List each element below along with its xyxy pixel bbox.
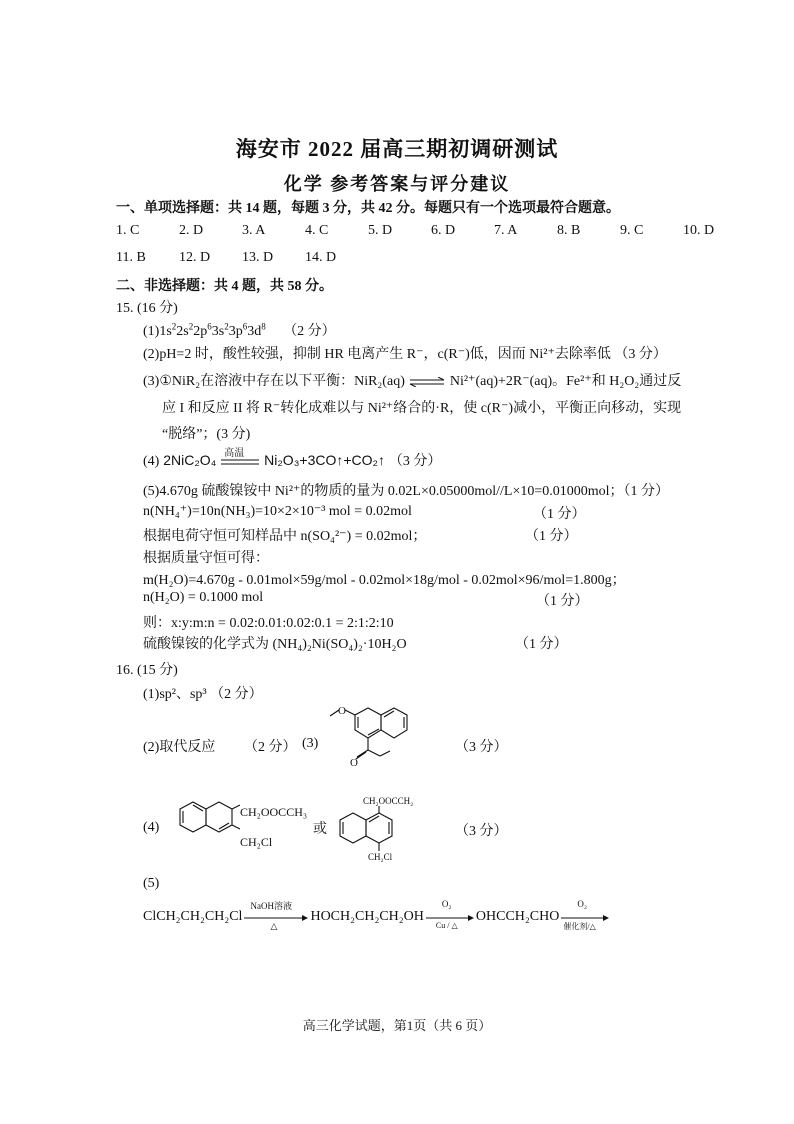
structure-q16-4a: [160, 795, 240, 855]
q16-part2: (2)取代反应: [143, 740, 216, 755]
route-step-1: [244, 901, 308, 931]
answer-item: 10. D: [683, 223, 715, 238]
q15-part3-line2: 应 I 和反应 II 将 R⁻转化成难以与 Ni²⁺络合的·R，使 c(R⁻)减小，平衡正向移动，实现: [162, 401, 682, 416]
answer-item: 11. B: [116, 250, 146, 265]
q16-part3-label: (3): [302, 736, 319, 751]
answer-item: 7. A: [494, 223, 518, 238]
q16-part1: (1)sp²、sp³ （2 分）: [143, 687, 263, 702]
q15-label: 15. (16 分): [116, 301, 178, 316]
answer-item: 1. C: [116, 223, 140, 238]
q15-part1-prefix: (1)1s: [143, 324, 172, 339]
q16-part2-score: （2 分）: [244, 740, 297, 755]
route-step-1-top: NaOH溶液: [250, 901, 292, 911]
q16-part4-label: (4): [143, 820, 160, 835]
answer-item: 13. D: [242, 250, 274, 265]
q16-label: 16. (15 分): [116, 663, 178, 678]
answer-item: 4. C: [305, 223, 329, 238]
q15-part4-prefix: (4): [143, 454, 160, 469]
q15-part3-line3: “脱络”；(3 分): [162, 427, 251, 442]
q15-part5-line6-score: （1 分）: [536, 594, 589, 609]
route-step-3: [561, 899, 609, 931]
reaction-condition: [220, 448, 260, 469]
q15-part4-score: （3 分）: [388, 454, 442, 469]
q16-part4-or: 或: [313, 822, 327, 837]
q15-part5-line2: n(NH₄⁺)=10n(NH₃)=10×2×10⁻³ mol = 0.02mol: [143, 504, 412, 519]
q15-part3-line1: [143, 370, 681, 390]
equilibrium-arrow-icon: [408, 377, 446, 387]
structure-q16-4b: [330, 806, 410, 854]
answer-item: 8. B: [557, 223, 581, 238]
route-substance-3: OHCCH₂CHO: [475, 909, 560, 924]
route-step-2: [426, 899, 474, 930]
q15-part5-line8: 硫酸镍铵的化学式为 (NH₄)₂Ni(SO₄)₂·10H₂O: [143, 637, 407, 652]
answers-row-1: [116, 223, 733, 239]
route-step-2-top: O₂: [441, 899, 452, 909]
q15-part5-line2-score: （1 分）: [533, 507, 586, 522]
answer-item: 2. D: [179, 223, 204, 238]
page-subtitle: 化学 参考答案与评分建议: [283, 174, 511, 194]
svg-text:O: O: [338, 705, 346, 717]
q15-part1: $(1)1s^22s^22p^63s^23p^63d^8$ （2 分）: [143, 321, 336, 339]
q15-part2: (2)pH=2 时，酸性较强，抑制 HR 电离产生 R⁻，c(R⁻)低，因而 Ni²⁺去除率低 （3 分）: [143, 347, 667, 362]
svg-text:O: O: [350, 757, 358, 769]
q16-part3-score: （3 分）: [455, 740, 508, 755]
q15-part5-line8-score: （1 分）: [515, 637, 568, 652]
route-substance-1: ClCH₂CH₂CH₂Cl: [143, 909, 243, 924]
q15-part4: [143, 450, 441, 470]
q15-part5-line5: m(H₂O)=4.670g - 0.01mol×59g/mol - 0.02mol×18g/mol - 0.02mol×96/mol=1.800g；: [143, 573, 626, 588]
q15-part5-line3-score: （1 分）: [525, 529, 578, 544]
q16-part4-score: （3 分）: [455, 824, 508, 839]
q16-part4-sub3: CH₂OOCCH₂: [363, 796, 414, 806]
synthesis-route: [143, 899, 611, 931]
q15-part5-line6: n(H₂O) = 0.1000 mol: [143, 590, 264, 605]
q15-part3-text-b: Ni²⁺(aq)+2R⁻(aq)。Fe²⁺和 H₂O₂通过反: [449, 374, 682, 389]
answer-item: 9. C: [620, 223, 644, 238]
q15-part5-line7: 则：x:y:m:n = 0.02:0.01:0.02:0.1 = 2:1:2:10: [143, 616, 394, 631]
section1-heading: 一、单项选择题：共 14 题，每题 3 分，共 42 分。每题只有一个选项最符合题意。: [116, 201, 620, 216]
answer-item: 3. A: [242, 223, 266, 238]
equals-sign-icon: [220, 459, 260, 465]
q15-part3-text-a: (3)①NiR₂在溶液中存在以下平衡：NiR₂(aq): [143, 374, 405, 389]
q15-part4-reactant: 2NiC₂O₄: [163, 452, 217, 468]
answers-row-2: [116, 250, 368, 266]
reaction-condition-label: 高温: [224, 448, 245, 460]
answer-item: 6. D: [431, 223, 456, 238]
q16-part5-label: (5): [143, 876, 160, 891]
q15-part1-score: （2 分）: [283, 324, 336, 339]
route-step-2-bottom: Cu / △: [435, 921, 458, 930]
route-substance-2: HOCH₂CH₂CH₂OH: [310, 909, 424, 924]
q15-part5-line3: 根据电荷守恒可知样品中 n(SO₄²⁻) = 0.02mol；: [143, 529, 427, 544]
q15-part5-line1: (5)4.670g 硫酸镍铵中 Ni²⁺的物质的量为 0.02L×0.05000mol//L×10=0.01000mol；（1 分）: [143, 484, 670, 499]
section2-heading: 二、非选择题：共 4 题，共 58 分。: [116, 279, 333, 294]
page-title: 海安市 2022 届高三期初调研测试: [235, 137, 559, 161]
q15-part5-line4: 根据质量守恒可得：: [143, 551, 269, 566]
q16-part4-sub4: CH₂Cl: [368, 852, 393, 862]
q16-part4-sub2: CH₂Cl: [240, 835, 273, 849]
answer-item: 12. D: [179, 250, 211, 265]
answer-item: 5. D: [368, 223, 393, 238]
q15-part4-product: Ni₂O₃+3CO↑+CO₂↑: [264, 452, 385, 468]
structure-q16-3: [320, 700, 420, 780]
route-step-1-bottom: △: [270, 921, 278, 931]
page-footer: 高三化学试题，第1页（共 6 页）: [302, 1018, 492, 1033]
answer-item: 14. D: [305, 250, 337, 265]
route-step-3-bottom: 催化剂/△: [563, 922, 596, 931]
q16-part4-sub1: CH₂OOCCH₃: [240, 805, 308, 819]
route-step-3-top: O₂: [577, 899, 587, 909]
